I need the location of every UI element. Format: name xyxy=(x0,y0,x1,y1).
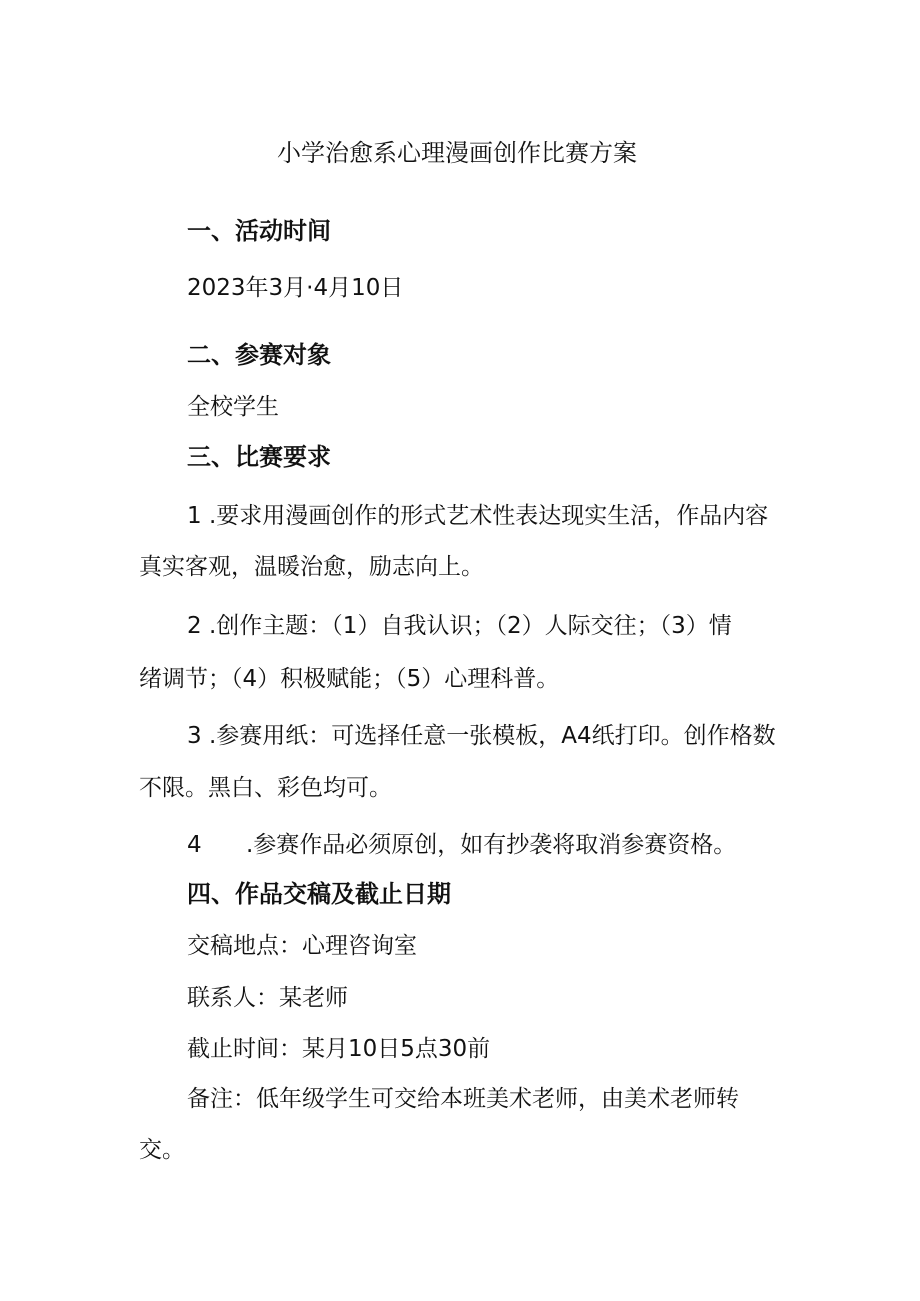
section-heading-requirements: 三、比赛要求 xyxy=(187,443,331,471)
requirement-2-line-2: 绪调节；（4）积极赋能；（5）心理科普。 xyxy=(139,666,560,692)
requirement-number: 2 xyxy=(187,613,202,639)
remark-line-2: 交。 xyxy=(139,1137,185,1163)
section-heading-time: 一、活动时间 xyxy=(187,217,331,245)
submission-location: 交稿地点：心理咨询室 xyxy=(187,933,417,959)
activity-date: 2023年3月·4月10日 xyxy=(187,275,404,301)
requirement-4-line-1: .参赛作品必须原创，如有抄袭将取消参赛资格。 xyxy=(246,832,737,858)
deadline-text: 截止时间：某月10日5点30前 xyxy=(187,1036,491,1062)
requirement-1-line-2: 真实客观，温暖治愈，励志向上。 xyxy=(139,554,484,580)
section-heading-submission: 四、作品交稿及截止日期 xyxy=(187,880,451,908)
remark-line-1: 备注：低年级学生可交给本班美术老师，由美术老师转 xyxy=(187,1086,739,1112)
section-heading-participants: 二、参赛对象 xyxy=(187,341,331,369)
document-title: 小学治愈系心理漫画创作比赛方案 xyxy=(277,139,637,167)
contact-person: 联系人：某老师 xyxy=(187,985,348,1011)
requirement-3-line-2: 不限。黑白、彩色均可。 xyxy=(139,775,392,801)
requirement-number: 1 xyxy=(187,503,202,529)
requirement-2-line-1: .创作主题：（1）自我认识；（2）人际交往；（3）情 xyxy=(209,613,732,639)
requirement-1-line-1: .要求用漫画创作的形式艺术性表达现实生活，作品内容 xyxy=(209,503,769,529)
requirement-3-line-1: .参赛用纸：可选择任意一张模板，A4纸打印。创作格数 xyxy=(209,723,776,749)
requirement-number: 3 xyxy=(187,723,202,749)
participants-text: 全校学生 xyxy=(187,394,279,420)
requirement-number: 4 xyxy=(187,832,202,858)
